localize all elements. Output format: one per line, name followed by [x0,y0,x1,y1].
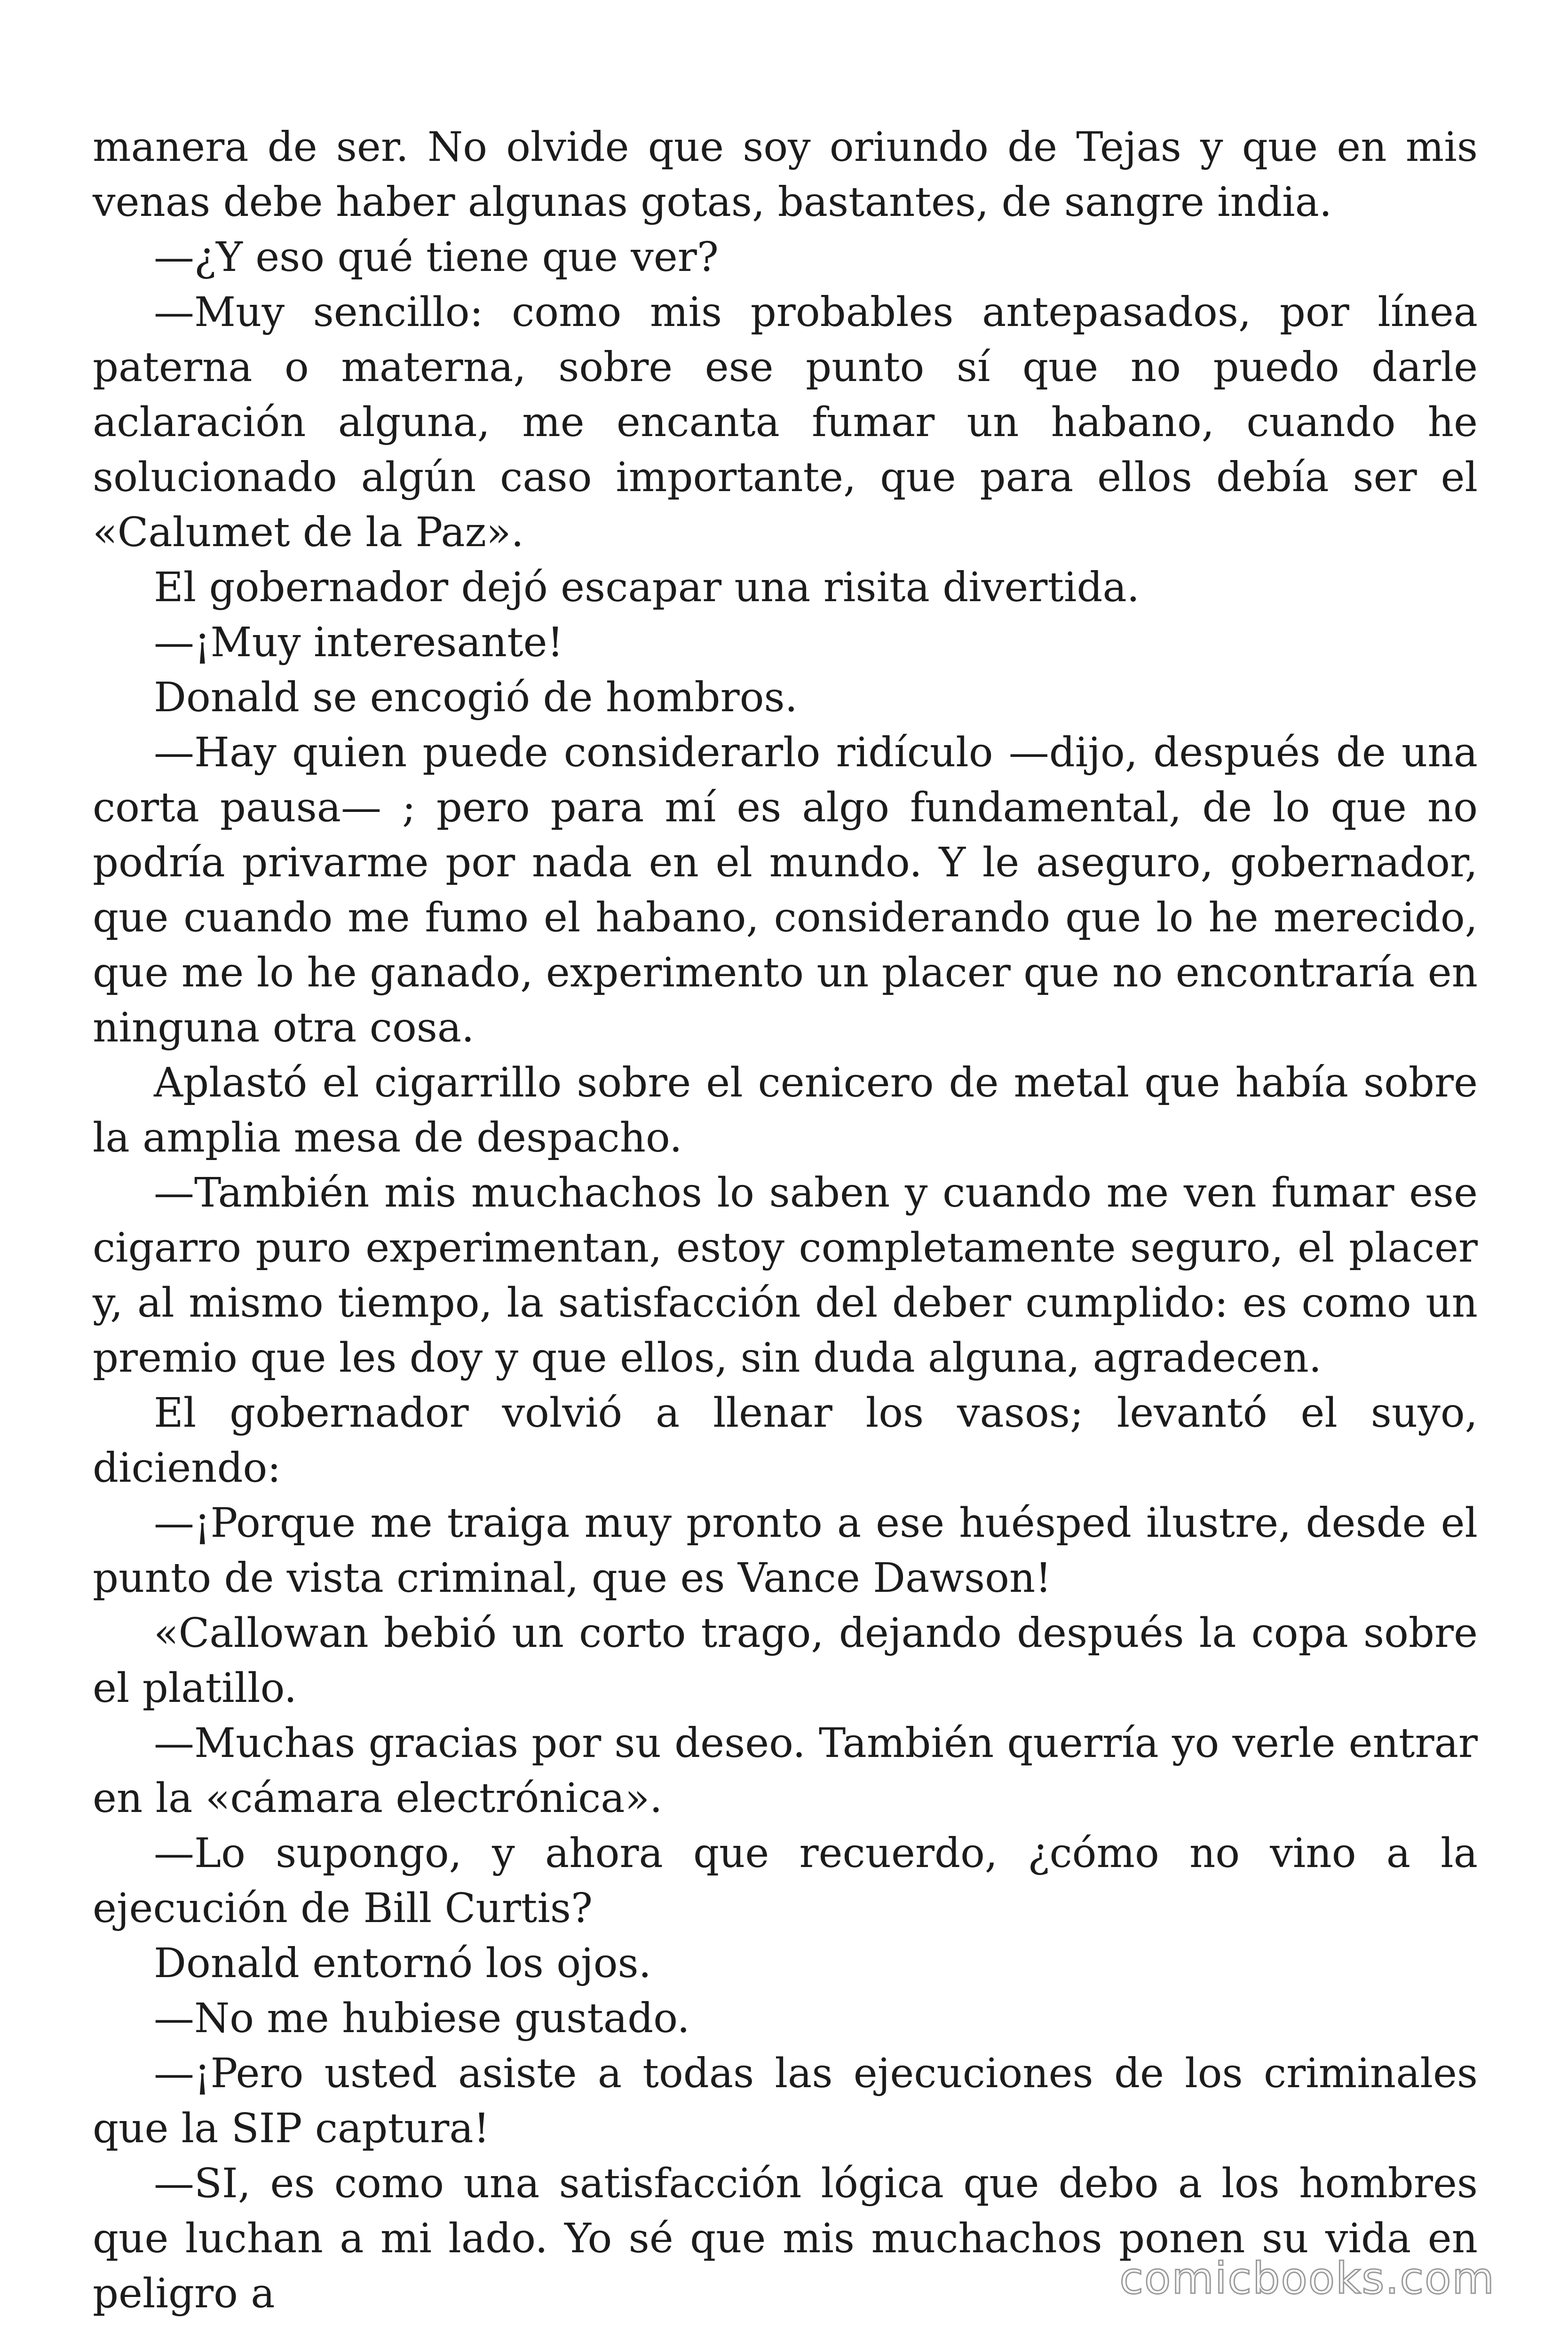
paragraph-11: —¡Porque me traiga muy pronto a ese huésped ilustre, desde el punto de vista criminal, que es Vance Dawson! [93,1500,1478,1602]
paragraph-17: —¡Pero usted asiste a todas las ejecuciones de los criminales que la SIP captura! [93,2050,1478,2152]
paragraph-13: —Muchas gracias por su deseo. También querría yo verle entrar en la «cámara electrónica». [93,1720,1478,1822]
paragraph-5: —¡Muy interesante! [154,619,564,666]
paragraph-1: manera de ser. No olvide que soy oriundo de Tejas y que en mis venas debe haber algunas gotas, bastantes, de sangre india. [93,124,1478,226]
paragraph-3: —Muy sencillo: como mis probables antepasados, por línea paterna o materna, sobre ese punto sí que no puedo darle aclaración alguna, me encanta fumar un habano, cuando he solucionado algún caso importante, que para ellos debía ser el «Calumet de la Paz». [93,289,1478,556]
paragraph-10: El gobernador volvió a llenar los vasos; levantó el suyo, diciendo: [93,1390,1478,1492]
paragraph-14: —Lo supongo, y ahora que recuerdo, ¿cómo no vino a la ejecución de Bill Curtis? [93,1830,1478,1932]
paragraph-2: —¿Y eso qué tiene que ver? [154,234,719,281]
paragraph-4: El gobernador dejó escapar una risita divertida. [154,564,1140,611]
paragraph-12: «Callowan bebió un corto trago, dejando después la copa sobre el platillo. [93,1610,1478,1712]
paragraph-16: —No me hubiese gustado. [154,1995,690,2042]
paragraph-6: Donald se encogió de hombros. [154,674,798,721]
paragraph-7: —Hay quien puede considerarlo ridículo —dijo, después de una corta pausa— ; pero para mí es algo fundamental, de lo que no podría privarme por nada en el mundo. Y le aseguro, gobernador, que cuando me fumo el habano, considerando que lo he merecido, que me lo he ganado, experimento un placer que no encontraría en ninguna otra cosa. [93,729,1478,1051]
paragraph-9: —También mis muchachos lo saben y cuando me ven fumar ese cigarro puro experimentan, estoy completamente seguro, el placer y, al mismo tiempo, la satisfacción del deber cumplido: es como un premio que les doy y que ellos, sin duda alguna, agradecen. [93,1169,1478,1382]
site-watermark: comicbooks.com [1119,2253,1495,2304]
paragraph-15: Donald entornó los ojos. [154,1940,651,1987]
paragraph-18: —SI, es como una satisfacción lógica que debo a los hombres que luchan a mi lado. Yo sé que mis muchachos ponen su vida en peligro a [93,2160,1478,2317]
book-page-text [93,120,1478,2321]
paragraph-8: Aplastó el cigarrillo sobre el cenicero de metal que había sobre la amplia mesa de despacho. [93,1059,1478,1161]
